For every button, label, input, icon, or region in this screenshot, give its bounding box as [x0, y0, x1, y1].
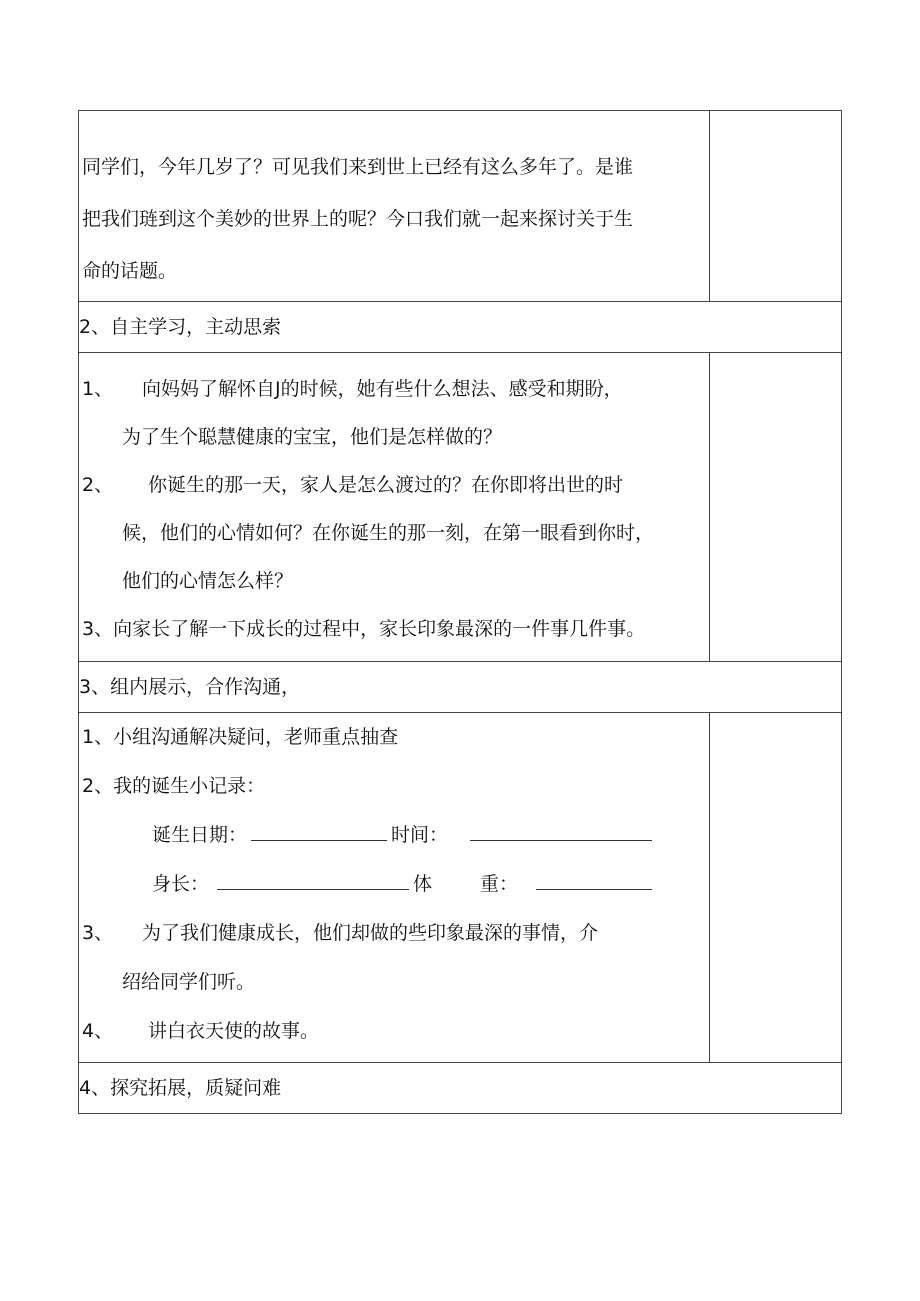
section2-heading: 2、自主学习，主动思索	[79, 302, 842, 353]
list-item-continuation: 他们的心情怎么样？	[122, 570, 294, 592]
time-blank	[470, 818, 652, 841]
notes-cell	[710, 713, 842, 1063]
list-item: 4、 讲白衣天使的故事。	[82, 1020, 320, 1042]
height-label: 身长：	[152, 873, 210, 895]
section3-content-row	[79, 713, 842, 1063]
section3-heading: 3、组内展示，合作沟通，	[79, 662, 842, 713]
intro-line: 命的话题。	[82, 260, 178, 282]
section2-content-row	[79, 353, 842, 662]
notes-cell	[710, 353, 842, 662]
list-item: 2、我的诞生小记录：	[82, 775, 266, 797]
section3-heading-row	[79, 662, 842, 713]
list-item-continuation: 候，他们的心情如何？在你诞生的那一刻，在第一眼看到你时，	[122, 522, 655, 544]
section4-heading: 4、探究拓展，质疑问难	[79, 1063, 842, 1114]
intro-cell	[79, 111, 710, 302]
list-item-continuation: 为了生个聪慧健康的宝宝，他们是怎样做的？	[122, 426, 503, 448]
list-item: 1、 向妈妈了解怀自J的时候，她有些什么想法、感受和期盼，	[82, 378, 623, 400]
section2-content	[79, 353, 710, 662]
list-item: 3、向家长了解一下成长的过程中，家长印象最深的一件事几件事。	[82, 618, 646, 640]
birth-date-blank	[251, 818, 387, 841]
list-item: 1、小组沟通解决疑问，老师重点抽查	[82, 726, 399, 748]
notes-cell	[710, 111, 842, 302]
birth-date-label: 诞生日期：	[152, 824, 248, 846]
intro-line: 把我们琏到这个美妙的世界上的呢？今口我们就一起来探讨关于生	[82, 208, 634, 230]
height-blank	[217, 867, 409, 890]
time-label: 时间：	[391, 824, 449, 846]
section3-content	[79, 713, 710, 1063]
list-item: 2、 你诞生的那一天，家人是怎么渡过的？在你即将出世的时	[82, 474, 624, 496]
intro-line: 同学们，今年几岁了？可见我们来到世上已经有这么多年了。是谁	[82, 156, 634, 178]
weight-label-b: 重：	[480, 873, 519, 895]
section4-heading-row	[79, 1063, 842, 1114]
birth-record-row-2	[82, 860, 709, 909]
birth-record-row-1	[82, 811, 709, 860]
list-item-continuation: 绍给同学们听。	[122, 971, 256, 993]
intro-row	[79, 111, 842, 302]
section2-heading-row	[79, 302, 842, 353]
lesson-plan-table	[78, 110, 842, 1114]
list-item: 3、 为了我们健康成长，他们却做的些印象最深的事情，介	[82, 922, 599, 944]
weight-blank	[536, 867, 652, 890]
weight-label-a: 体	[413, 873, 433, 895]
